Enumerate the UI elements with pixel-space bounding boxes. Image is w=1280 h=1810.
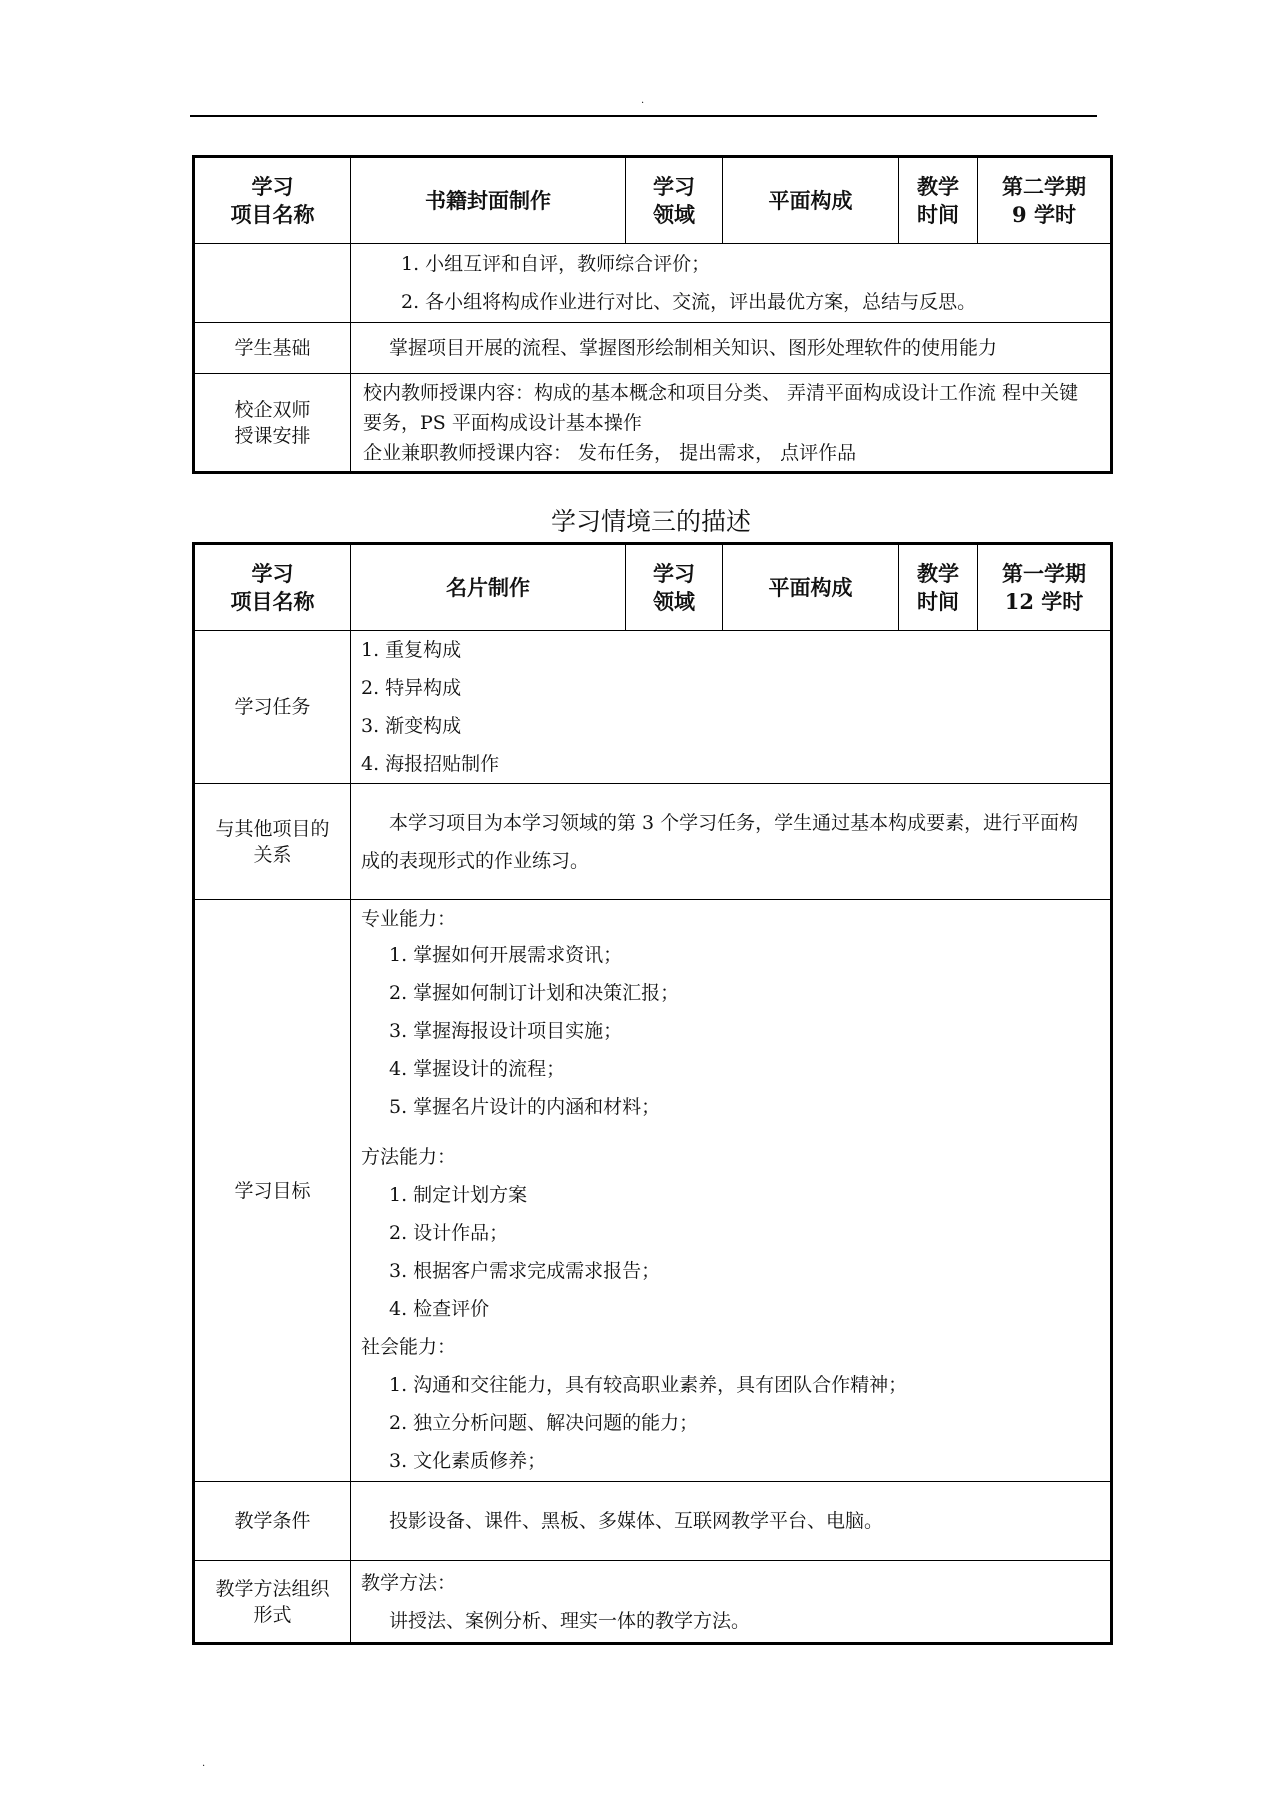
- time-value: 第二学期 9 学时: [978, 157, 1112, 244]
- list-item: 1. 重复构成: [361, 639, 462, 661]
- list-item: 5. 掌握名片设计的内涵和材料；: [389, 1095, 661, 1118]
- dual-teacher-content: 校内教师授课内容：构成的基本概念和项目分类、 弄清平面构成设计工作流 程中关键 要务，PS 平面构成设计基本操作 企业兼职教师授课内容： 发布任务， 提出需求， 点评作品: [351, 374, 1112, 473]
- dual-teacher-label: 校企双师 授课安排: [194, 374, 351, 473]
- methods-title: 教学方法：: [361, 1571, 457, 1594]
- time-value: 第一学期 12 学时: [978, 544, 1112, 631]
- section-title: 学习情境三的描述: [550, 507, 751, 536]
- relation-row: [194, 784, 1112, 900]
- teaching-conditions-content: 投影设备、课件、黑板、多媒体、互联网教学平台、电脑。: [351, 1482, 1112, 1561]
- list-item: 4. 海报招贴制作: [361, 753, 500, 775]
- project-name-header: 学习 项目名称: [194, 544, 351, 631]
- learning-goals-content: [351, 900, 1112, 1482]
- list-item: 3. 文化素质修养；: [389, 1449, 547, 1472]
- list-item: 2. 设计作品；: [389, 1221, 509, 1244]
- list-item: 2. 各小组将构成作业进行对比、交流，评出最优方案，总结与反思。: [401, 291, 977, 313]
- list-item: 2. 独立分析问题、解决问题的能力；: [389, 1411, 699, 1434]
- field-header: 学习 领域: [626, 157, 723, 244]
- field-value: 平面构成: [723, 544, 899, 631]
- teaching-methods-content: 教学方法： 讲授法、案例分析、理实一体的教学方法。: [351, 1561, 1112, 1644]
- time-header: 教学 时间: [899, 157, 978, 244]
- teaching-methods-label: 教学方法组织 形式: [194, 1561, 351, 1644]
- learning-tasks-row: [194, 631, 1112, 784]
- project-name-header: 学习 项目名称: [194, 157, 351, 244]
- dual-teacher-row: [194, 374, 1112, 473]
- list-item: 3. 渐变构成: [361, 715, 462, 737]
- header-rule: [190, 115, 1097, 117]
- header-dot: .: [641, 95, 645, 106]
- professional-title: 专业能力：: [361, 907, 457, 930]
- student-basis-label: 学生基础: [194, 323, 351, 374]
- social-title: 社会能力：: [361, 1335, 457, 1358]
- project-name-value: 书籍封面制作: [351, 157, 626, 244]
- list-item: 1. 沟通和交往能力，具有较高职业素养，具有团队合作精神；: [389, 1373, 908, 1396]
- teaching-conditions-row: [194, 1482, 1112, 1561]
- learning-tasks-label: 学习任务: [194, 631, 351, 784]
- project-table-business-card: [192, 542, 1113, 1645]
- evaluation-content: [351, 244, 1112, 323]
- project-table-book-cover: [192, 155, 1113, 474]
- list-item: 3. 掌握海报设计项目实施；: [389, 1019, 623, 1042]
- time-header: 教学 时间: [899, 544, 978, 631]
- student-basis-content: 掌握项目开展的流程、掌握图形绘制相关知识、图形处理软件的使用能力: [351, 323, 1112, 374]
- list-item: 4. 掌握设计的流程；: [389, 1057, 566, 1080]
- relation-content: 本学习项目为本学习领域的第 3 个学习任务，学生通过基本构成要素，进行平面构 成的表现形式的作业练习。: [351, 784, 1112, 900]
- student-basis-row: [194, 323, 1112, 374]
- evaluation-row: [194, 244, 1112, 323]
- method-title: 方法能力：: [361, 1145, 457, 1168]
- footer-dot: .: [202, 1758, 206, 1769]
- learning-goals-label: 学习目标: [194, 900, 351, 1482]
- list-item: 1. 小组互评和自评，教师综合评价；: [401, 253, 711, 275]
- teaching-conditions-label: 教学条件: [194, 1482, 351, 1561]
- teaching-methods-row: [194, 1561, 1112, 1644]
- learning-tasks-content: [351, 631, 1112, 784]
- list-item: 1. 制定计划方案: [389, 1183, 528, 1206]
- table-header-row: [194, 544, 1112, 631]
- list-item: 2. 特异构成: [361, 677, 462, 699]
- learning-goals-row: [194, 900, 1112, 1482]
- field-header: 学习 领域: [626, 544, 723, 631]
- list-item: 2. 掌握如何制订计划和决策汇报；: [389, 981, 680, 1004]
- list-item: 1. 掌握如何开展需求资讯；: [389, 943, 623, 966]
- table-header-row: [194, 157, 1112, 244]
- list-item: 4. 检查评价: [389, 1297, 490, 1320]
- list-item: 3. 根据客户需求完成需求报告；: [389, 1259, 661, 1282]
- evaluation-label: [194, 244, 351, 323]
- project-name-value: 名片制作: [351, 544, 626, 631]
- relation-label: 与其他项目的 关系: [194, 784, 351, 900]
- field-value: 平面构成: [723, 157, 899, 244]
